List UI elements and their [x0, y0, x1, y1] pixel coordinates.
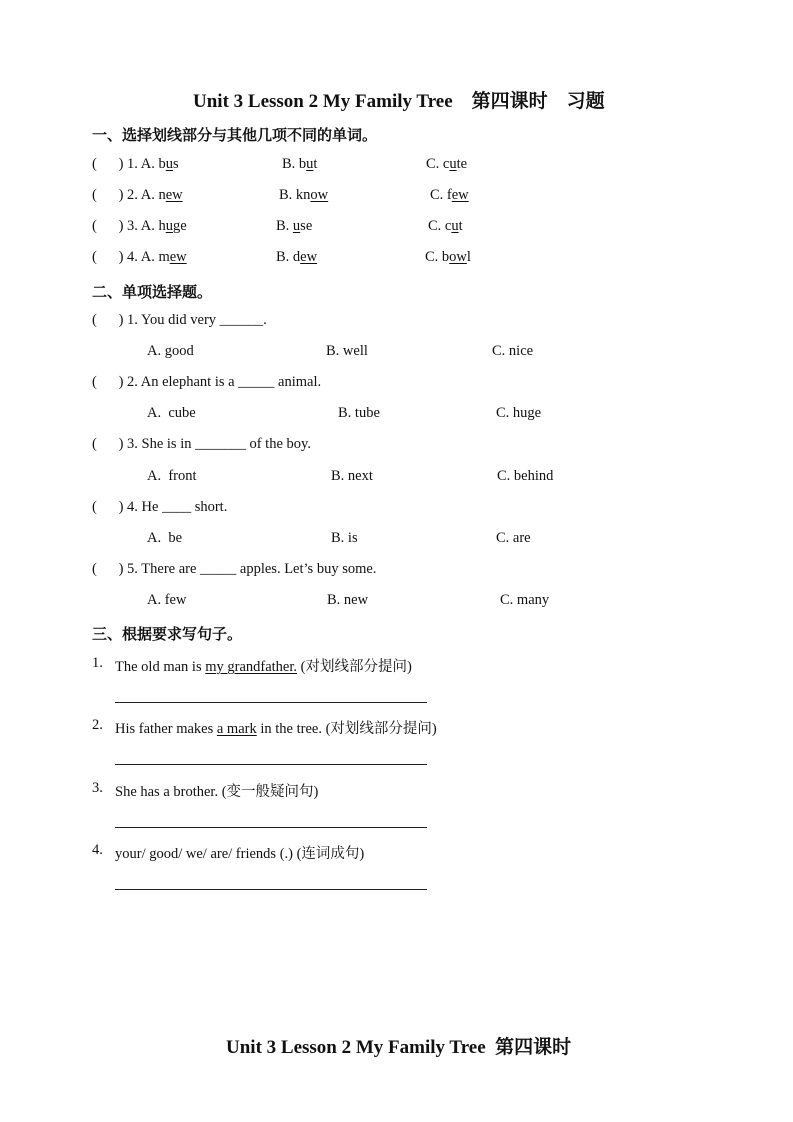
option-b — [282, 156, 317, 173]
option-b: B. next — [331, 468, 373, 484]
option-a-underlined: ew — [169, 249, 187, 265]
list-item — [92, 249, 187, 266]
sentence-text: The old man is — [115, 659, 206, 675]
option-c-underlined: ew — [451, 187, 469, 203]
item-number: 2. — [92, 717, 103, 733]
option-a-pre: b — [158, 156, 166, 172]
option-b-pre: B. — [276, 218, 293, 234]
option-a: A. cube — [147, 405, 196, 421]
sentence-instruction: (对划线部分提问) — [297, 659, 412, 675]
option-c-pre: C. c — [428, 218, 452, 234]
option-a-underlined: u — [165, 218, 173, 234]
option-b — [276, 249, 317, 266]
list-item — [92, 187, 183, 204]
option-b-underlined: ow — [310, 187, 329, 203]
section-1-heading: 一、选择划线部分与其他几项不同的单词。 — [92, 126, 378, 144]
option-a-underlined: ew — [165, 187, 183, 203]
option-b: B. is — [331, 530, 358, 546]
option-b — [276, 218, 312, 235]
option-b-underlined: u — [306, 156, 314, 172]
sentence-prompt — [115, 717, 437, 738]
sentence-underlined: my grandfather. — [205, 659, 298, 675]
option-a: A. be — [147, 530, 183, 546]
section-2-heading: 二、单项选择题。 — [92, 283, 213, 301]
option-c: C. behind — [497, 468, 554, 484]
footer-title: Unit 3 Lesson 2 My Family Tree 第四课时 — [226, 1037, 572, 1058]
option-c-post: l — [466, 249, 471, 265]
item-number: ( ) 4. A. — [92, 249, 159, 265]
item-number: 1. — [92, 655, 103, 671]
option-b-underlined: ew — [300, 249, 318, 265]
option-c — [428, 218, 463, 235]
sentence-underlined: a mark — [216, 721, 257, 737]
question-stem: ( ) 4. He ____ short. — [92, 499, 228, 515]
option-b-pre: B. b — [282, 156, 307, 172]
option-a-post: s — [172, 156, 179, 172]
option-b-post: se — [300, 218, 313, 234]
item-number: 4. — [92, 842, 103, 858]
option-b: B. well — [326, 343, 368, 359]
page-title: Unit 3 Lesson 2 My Family Tree 第四课时 习题 — [193, 91, 605, 112]
item-number: ( ) 1. A. — [92, 156, 159, 172]
answer-line[interactable] — [115, 702, 427, 703]
option-b-post: t — [313, 156, 318, 172]
option-c-post: t — [458, 218, 463, 234]
option-b: B. tube — [338, 405, 380, 421]
option-c-underlined: u — [451, 218, 459, 234]
option-c — [430, 187, 469, 204]
answer-line[interactable] — [115, 764, 427, 765]
option-c-underlined: ow — [449, 249, 467, 265]
sentence-prompt: your/ good/ we/ are/ friends (.) (连词成句) — [115, 846, 365, 862]
sentence-text: His father makes — [115, 721, 217, 737]
question-stem: ( ) 3. She is in _______ of the boy. — [92, 436, 311, 452]
option-c: C. nice — [492, 343, 534, 359]
sentence-prompt — [115, 655, 412, 676]
answer-line[interactable] — [115, 889, 427, 890]
option-a-pre: n — [158, 187, 166, 203]
item-number: ( ) 2. A. — [92, 187, 159, 203]
option-c: C. many — [500, 592, 550, 608]
option-a: A. good — [147, 343, 194, 359]
option-b-pre: B. kn — [279, 187, 311, 203]
option-b-underlined: u — [292, 218, 301, 234]
option-b — [279, 187, 328, 204]
list-item — [92, 218, 187, 235]
option-c: C. are — [496, 530, 531, 546]
section-3-heading: 三、根据要求写句子。 — [92, 625, 243, 643]
item-number: 3. — [92, 780, 103, 796]
sentence-prompt: She has a brother. (变一般疑问句) — [115, 784, 319, 800]
option-b: B. new — [327, 592, 369, 608]
option-c: C. huge — [496, 405, 542, 421]
option-c-underlined: u — [449, 156, 457, 172]
option-c — [426, 156, 467, 173]
option-a-pre: h — [158, 218, 166, 234]
option-a: A. few — [147, 592, 187, 608]
option-a-pre: m — [158, 249, 170, 265]
answer-line[interactable] — [115, 827, 427, 828]
option-c-post: te — [456, 156, 468, 172]
option-a-underlined: u — [165, 156, 173, 172]
list-item — [92, 156, 179, 173]
option-c — [425, 249, 471, 266]
option-c-pre: C. b — [425, 249, 450, 265]
option-c-pre: C. c — [426, 156, 450, 172]
question-stem: ( ) 2. An elephant is a _____ animal. — [92, 374, 322, 390]
option-a: A. front — [147, 468, 197, 484]
option-b-pre: B. d — [276, 249, 301, 265]
option-c-pre: C. f — [430, 187, 452, 203]
item-number: ( ) 3. A. — [92, 218, 159, 234]
question-stem: ( ) 5. There are _____ apples. Let’s buy some. — [92, 561, 377, 577]
option-a-post: ge — [172, 218, 187, 234]
question-stem: ( ) 1. You did very ______. — [92, 312, 267, 328]
sentence-instruction: in the tree. (对划线部分提问) — [256, 721, 437, 737]
